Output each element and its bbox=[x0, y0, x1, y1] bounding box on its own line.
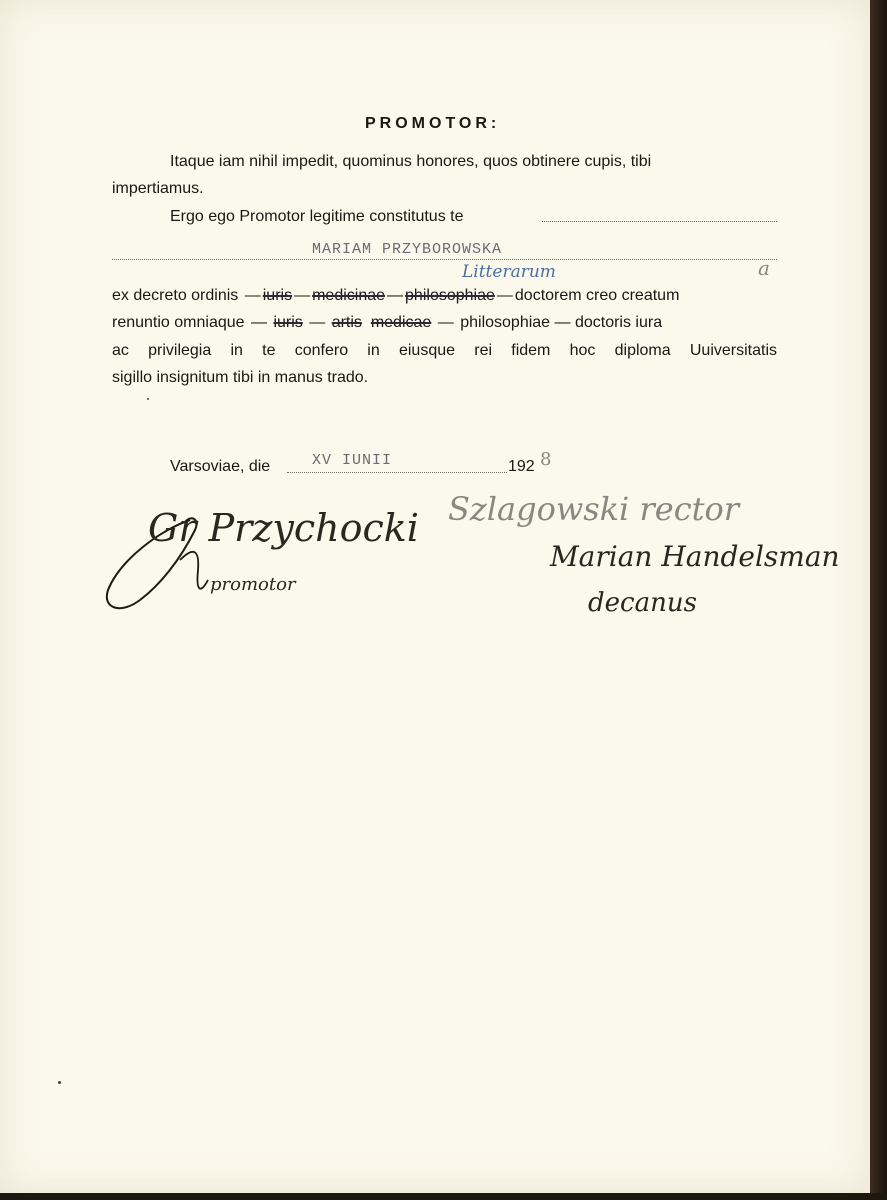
privilegia-line: ac privilegia in te confero in eiusque rei fidem hoc diploma Uuiversitatis bbox=[112, 342, 777, 359]
struck-iuris: iuris bbox=[262, 287, 293, 304]
decree-prefix: ex decreto ordinis bbox=[112, 287, 239, 304]
date-fill-line bbox=[287, 472, 507, 473]
renuntio-end: philosophiae — doctoris iura bbox=[460, 314, 663, 331]
struck-artis: artis bbox=[331, 314, 362, 331]
decree-dash-2: — bbox=[294, 287, 311, 304]
renuntio-dash-3: — bbox=[437, 314, 454, 331]
name-fill-line-1 bbox=[542, 221, 777, 222]
year-handwritten: 8 bbox=[540, 449, 552, 470]
decree-suffix: doctorem creo creatum bbox=[514, 287, 680, 304]
typed-name: MARIAM PRZYBOROWSKA bbox=[312, 241, 503, 258]
page-edge-right bbox=[870, 0, 887, 1200]
dean-role: decanus bbox=[588, 588, 697, 618]
page-heading: PROMOTOR: bbox=[365, 115, 501, 132]
decree-dash-1: — bbox=[244, 287, 261, 304]
promotor-signature: Gr Przychocki bbox=[148, 506, 419, 550]
promotor-role: promotor bbox=[210, 574, 296, 595]
decree-line bbox=[112, 286, 777, 306]
struck-medicae: medicae bbox=[370, 314, 432, 331]
sigillo-line: sigillo insignitum tibi in manus trado. bbox=[112, 369, 369, 386]
name-fill-line-2 bbox=[112, 259, 777, 260]
struck-medicinae: medicinae bbox=[312, 287, 386, 304]
decree-dash-3: — bbox=[387, 287, 404, 304]
struck-philosophiae: philosophiae bbox=[405, 287, 495, 304]
renuntio-start: renuntio omniaque bbox=[112, 314, 245, 331]
para1-line2: impertiamus. bbox=[112, 180, 204, 197]
year-printed: 192 bbox=[508, 458, 535, 475]
renuntio-line bbox=[112, 313, 777, 333]
page-edge-bottom bbox=[0, 1193, 887, 1200]
dean-signature: Marian Handelsman bbox=[550, 540, 840, 573]
decree-dash-4: — bbox=[496, 287, 513, 304]
renuntio-dash-2: — bbox=[309, 314, 326, 331]
para1-line1: Itaque iam nihil impedit, quominus honores, quos obtinere cupis, tibi bbox=[170, 153, 652, 170]
struck-iuris-2: iuris bbox=[273, 314, 303, 331]
para2-line1: Ergo ego Promotor legitime constitutus te bbox=[170, 208, 464, 225]
typed-date: XV IUNII bbox=[312, 452, 393, 469]
renuntio-dash-1: — bbox=[251, 314, 267, 331]
handwritten-insert-litterarum: Litterarum bbox=[462, 262, 556, 282]
handwritten-correction-a: a bbox=[758, 256, 770, 280]
rector-signature: Szlagowski rector bbox=[448, 490, 740, 528]
paper-speck bbox=[58, 1081, 61, 1084]
paper-speck bbox=[147, 398, 149, 400]
date-prefix: Varsoviae, die bbox=[170, 458, 271, 475]
